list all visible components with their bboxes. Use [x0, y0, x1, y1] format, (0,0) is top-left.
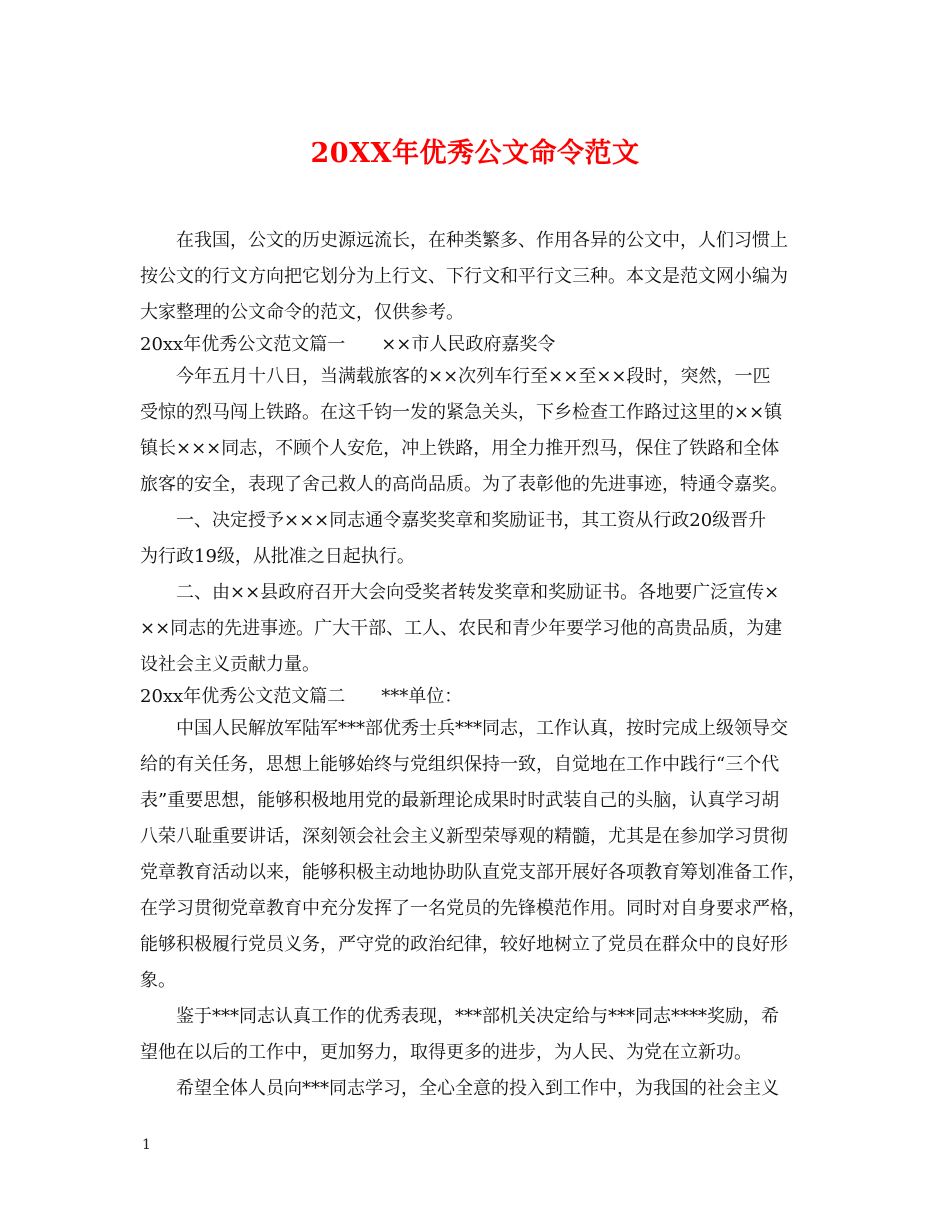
body-line: 八荣八耻重要讲话，深刻领会社会主义新型荣辱观的精髓，尤其是在参加学习贯彻: [140, 826, 788, 847]
body-line: 二、由××县政府召开大会向受奖者转发奖章和奖励证书。各地要广泛宣传×: [176, 582, 780, 603]
body-line: 表”重要思想，能够积极地用党的最新理论成果时时武装自己的头脑，认真学习胡: [140, 790, 780, 811]
body-line: 中国人民解放军陆军***部优秀士兵***同志，工作认真，按时完成上级领导交: [176, 718, 788, 739]
document-title: 20XX年优秀公文命令范文: [310, 138, 640, 169]
body-line: 旅客的安全，表现了舍己救人的高尚品质。为了表彰他的先进事迹，特通令嘉奖。: [140, 474, 788, 495]
body-line: 按公文的行文方向把它划分为上行文、下行文和平行文三种。本文是范文网小编为: [140, 266, 788, 287]
body-line: 设社会主义贡献力量。: [140, 654, 320, 675]
body-line: 一、决定授予×××同志通令嘉奖奖章和奖励证书，其工资从行政20级晋升: [176, 510, 767, 531]
body-line: 党章教育活动以来，能够积极主动地协助队直党支部开展好各项教育筹划准备工作，: [140, 862, 806, 883]
section-heading: 20xx年优秀公文范文篇一 ××市人民政府嘉奖令: [140, 334, 556, 355]
body-line: 今年五月十八日，当满载旅客的××次列车行至××至××段时，突然，一匹: [176, 366, 771, 387]
body-line: 在学习贯彻党章教育中充分发挥了一名党员的先锋模范作用。同时对自身要求严格，: [140, 898, 806, 919]
body-line: 希望全体人员向***同志学习，全心全意的投入到工作中，为我国的社会主义: [176, 1078, 779, 1099]
section-heading: 20xx年优秀公文范文篇二 ***单位：: [140, 686, 463, 707]
body-line: 望他在以后的工作中，更加努力，取得更多的进步，为人民、为党在立新功。: [140, 1042, 752, 1063]
body-line: ××同志的先进事迹。广大干部、工人、农民和青少年要学习他的高贵品质，为建: [140, 618, 783, 639]
page-number: 1: [142, 1137, 151, 1153]
body-line: 镇长×××同志，不顾个人安危，冲上铁路，用全力推开烈马，保住了铁路和全体: [140, 438, 780, 459]
body-line: 在我国，公文的历史源远流长，在种类繁多、作用各异的公文中，人们习惯上: [176, 230, 788, 251]
body-line: 能够积极履行党员义务，严守党的政治纪律，较好地树立了党员在群众中的良好形: [140, 934, 788, 955]
body-line: 给的有关任务，思想上能够始终与党组织保持一致，自觉地在工作中践行“三个代: [140, 754, 780, 775]
body-line: 鉴于***同志认真工作的优秀表现，***部机关决定给与***同志****奖励，希: [176, 1006, 779, 1027]
body-line: 象。: [140, 970, 176, 991]
body-line: 大家整理的公文命令的范文，仅供参考。: [140, 302, 464, 323]
body-line: 受惊的烈马闯上铁路。在这千钧一发的紧急关头，下乡检查工作路过这里的××镇: [140, 402, 783, 423]
body-line: 为行政19级，从批准之日起执行。: [140, 546, 415, 567]
